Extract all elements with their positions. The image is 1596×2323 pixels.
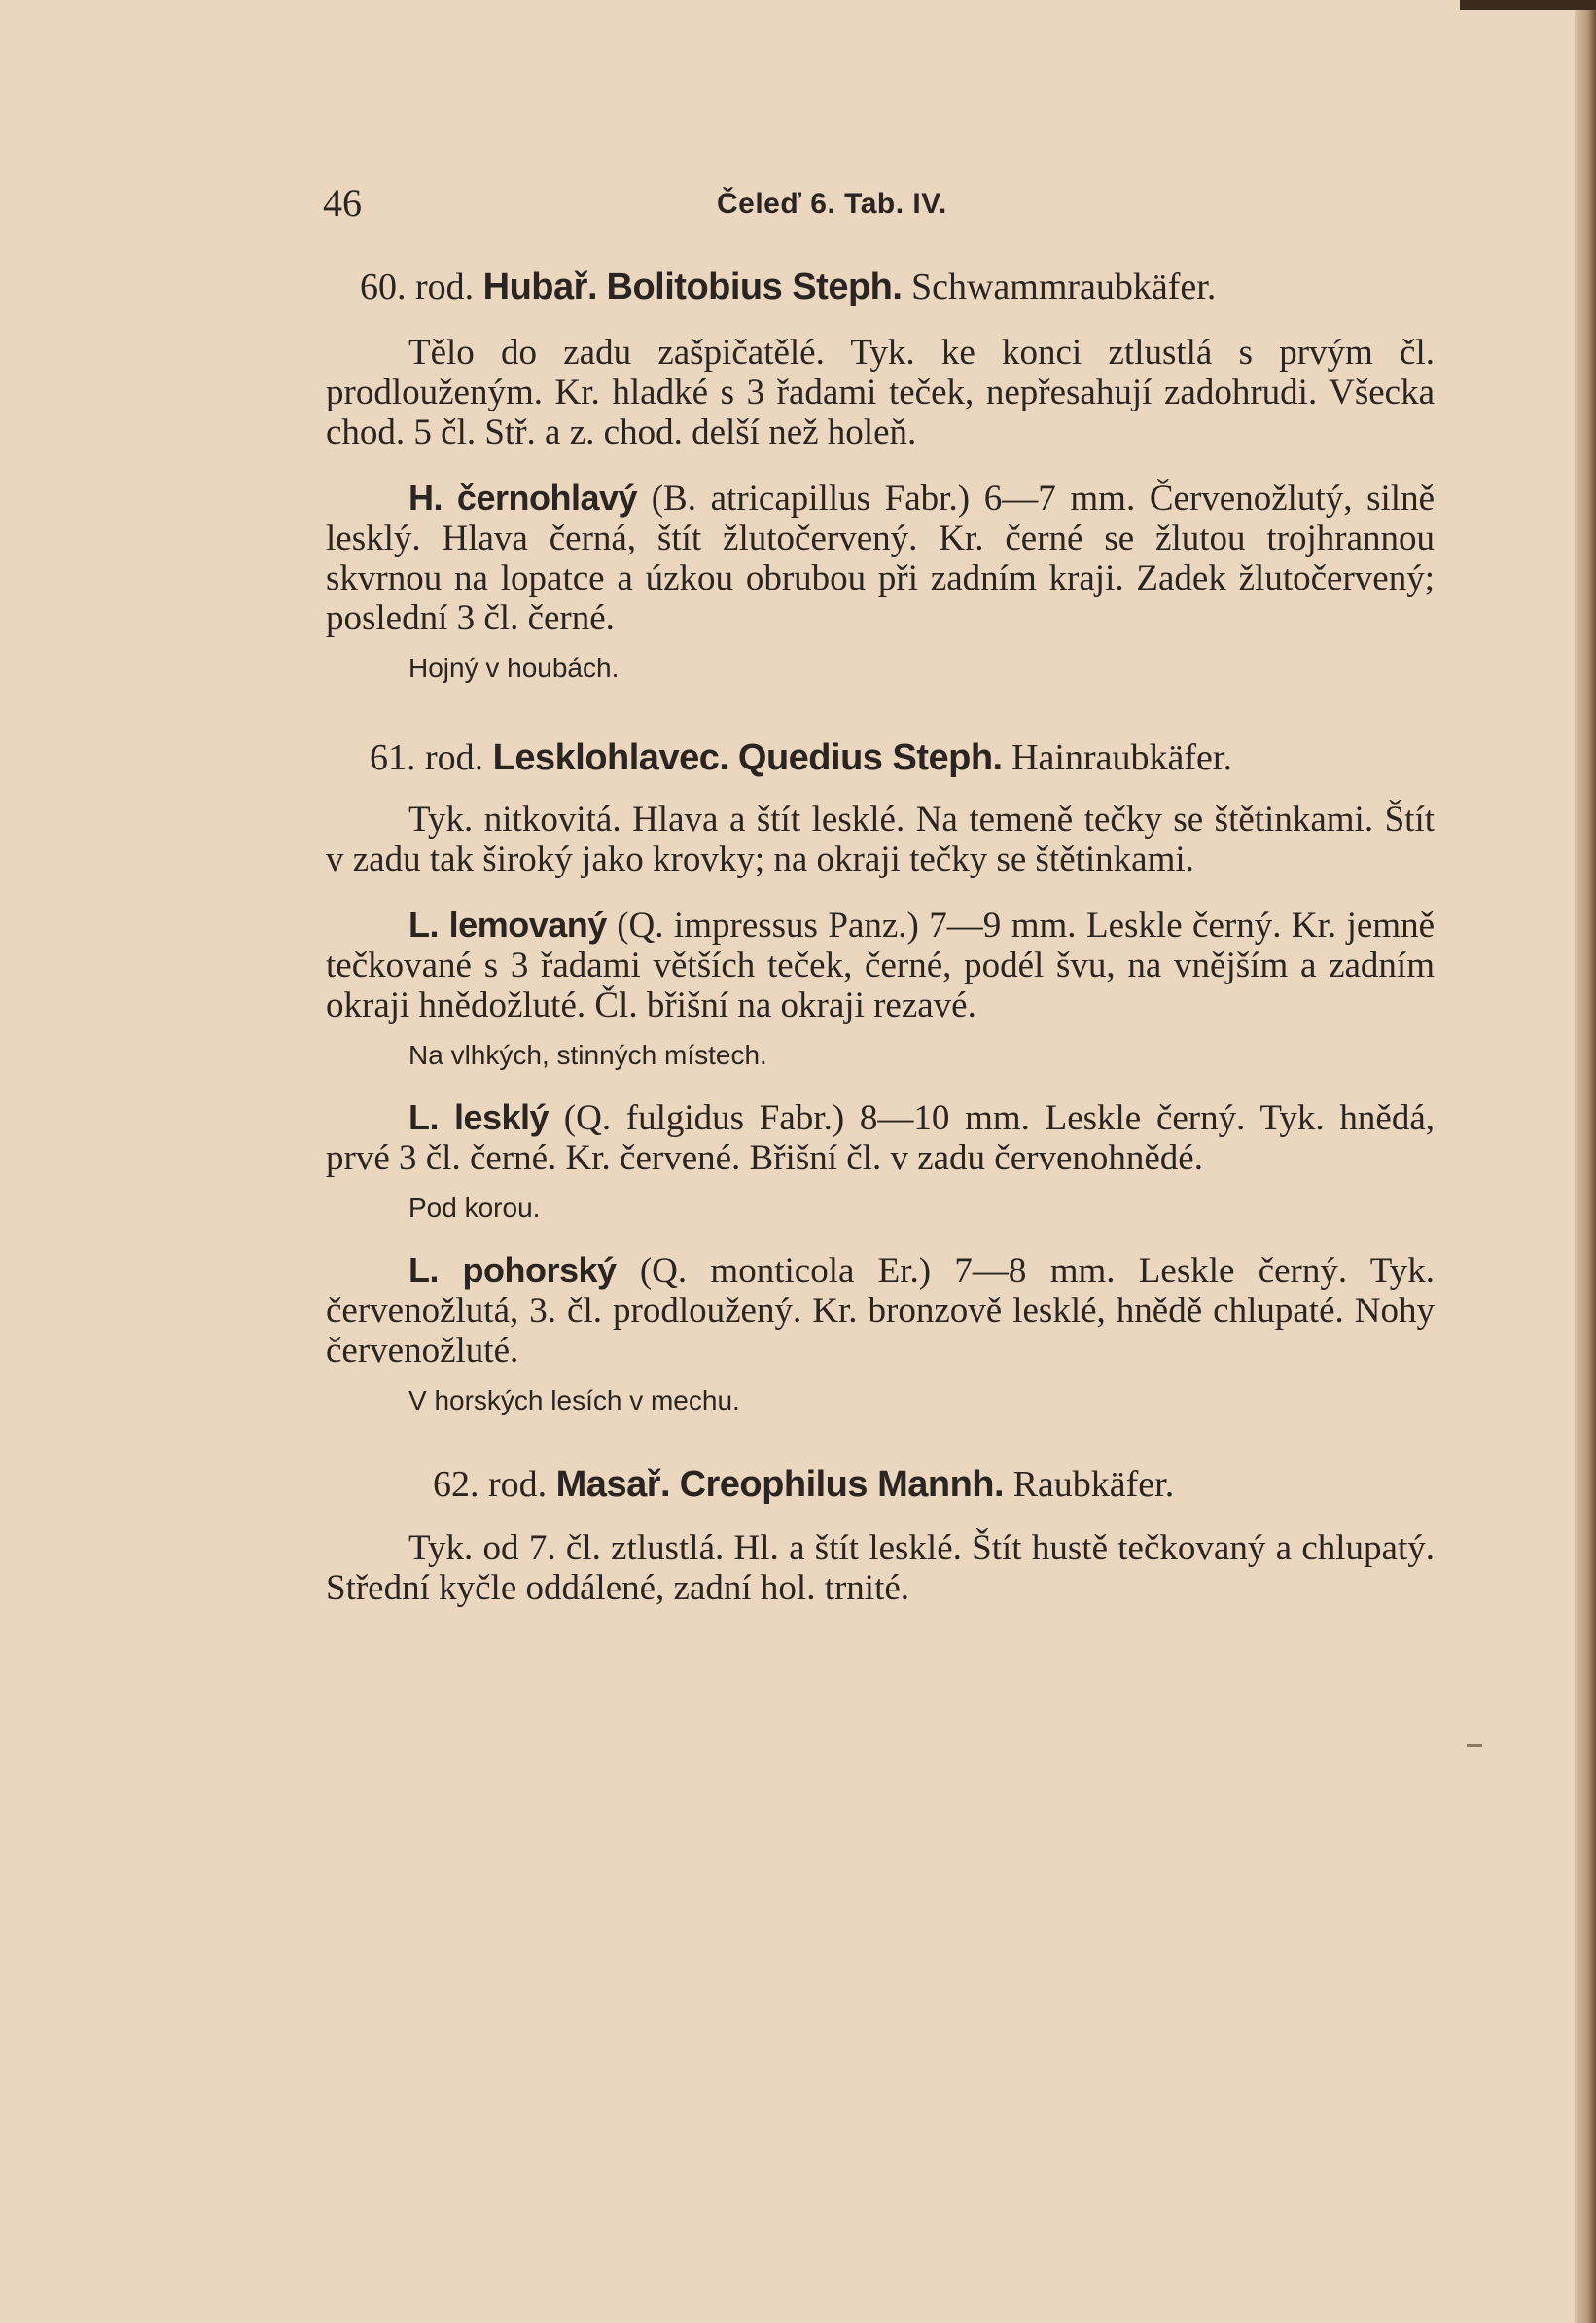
species-habitat: V horských lesích v mechu. [408,1385,740,1415]
species-text: (Q. fulgidus Fabr.) 8—10 mm. Leskle černý. Tyk. hnědá, prvé 3 čl. černé. Kr. červené. Břišní čl. v zadu červenohnědé. [326,1098,1435,1178]
species-paragraph [326,478,1435,638]
species-entry [326,905,1435,1072]
genus-rank: 62. rod. [433,1464,548,1505]
species-text: (Q. impressus Panz.) 7—9 mm. Leskle černý. Kr. jemně tečkované s 3 řadami větších teček, černé, podél švu, na vnějším a zadním okraji hnědožluté. Čl. břišní na okraji rezavé. [326,906,1435,1025]
species-entry [326,1250,1435,1417]
page-edge-shadow [1575,0,1596,2323]
page-content [326,263,1435,1608]
genus-heading [370,733,1435,782]
species-habitat: Hojný v houbách. [408,653,620,683]
genus-rank: 60. rod. [360,267,475,307]
genus-name-de: Hainraubkäfer. [1011,737,1232,778]
genus-name-cz: Hubař. [482,267,598,307]
species-habitat: Pod korou. [408,1193,541,1223]
genus-section [326,263,1435,685]
chapter-title: Čeleď 6. Tab. IV. [717,188,947,220]
genus-name-lat: Bolitobius Steph. [606,267,903,307]
genus-section [326,1460,1435,1608]
species-text: (B. atricapillus Fabr.) 6—7 mm. Červenožlutý, silně lesklý. Hlava černá, štít žlutočervený. Kr. černé se žlutou trojhrannou skvrnou na lopatce a úzkou obrubou při zadním kraji. Zadek žlutočervený; poslední 3 čl. černé. [326,479,1436,638]
page-corner-dark [1460,0,1596,10]
species-paragraph [326,905,1435,1025]
species-name: L. lemovaný [408,905,607,945]
genus-name-cz: Lesklohlavec. [492,737,729,778]
genus-section [326,733,1435,1417]
species-name: H. černohlavý [408,478,638,518]
genus-name-lat: Quedius Steph. [737,737,1003,778]
species-entry [326,1097,1435,1225]
genus-description: Tyk. od 7. čl. ztlustlá. Hl. a štít lesklé. Štít hustě tečkovaný a chlupatý. Střední kyčle oddálené, zadní hol. trnité. [326,1528,1435,1608]
species-text: (Q. monticola Er.) 7—8 mm. Leskle černý. Tyk. červenožlutá, 3. čl. prodloužený. Kr. bronzově lesklé, hnědě chlupaté. Nohy červenožluté. [326,1251,1435,1371]
genus-description: Tělo do zadu zašpičatělé. Tyk. ke konci ztlustlá s prvým čl. prodlouženým. Kr. hladké s 3 řadami teček, nepřesahují zadohrudi. Všecka chod. 5 čl. Stř. a z. chod. delší než holeň. [326,333,1435,452]
species-name: L. lesklý [408,1097,550,1137]
species-entry [326,478,1435,685]
margin-mark [1467,1744,1482,1747]
species-name: L. pohorský [408,1250,617,1290]
page-number: 46 [323,181,362,225]
genus-name-cz: Masař. [555,1464,671,1505]
genus-rank: 61. rod. [370,737,484,778]
genus-name-lat: Creophilus Mannh. [679,1464,1005,1505]
genus-heading [360,263,1435,311]
running-head [323,180,1421,229]
species-paragraph [326,1097,1435,1178]
species-paragraph [326,1250,1435,1371]
genus-heading [433,1460,1435,1509]
genus-name-de: Raubkäfer. [1012,1464,1175,1505]
genus-name-de: Schwammraubkäfer. [910,267,1217,307]
species-habitat: Na vlhkých, stinných místech. [408,1040,767,1070]
genus-description: Tyk. nitkovitá. Hlava a štít lesklé. Na temeně tečky se štětinkami. Štít v zadu tak široký jako krovky; na okraji tečky se štětinkami. [326,800,1435,879]
